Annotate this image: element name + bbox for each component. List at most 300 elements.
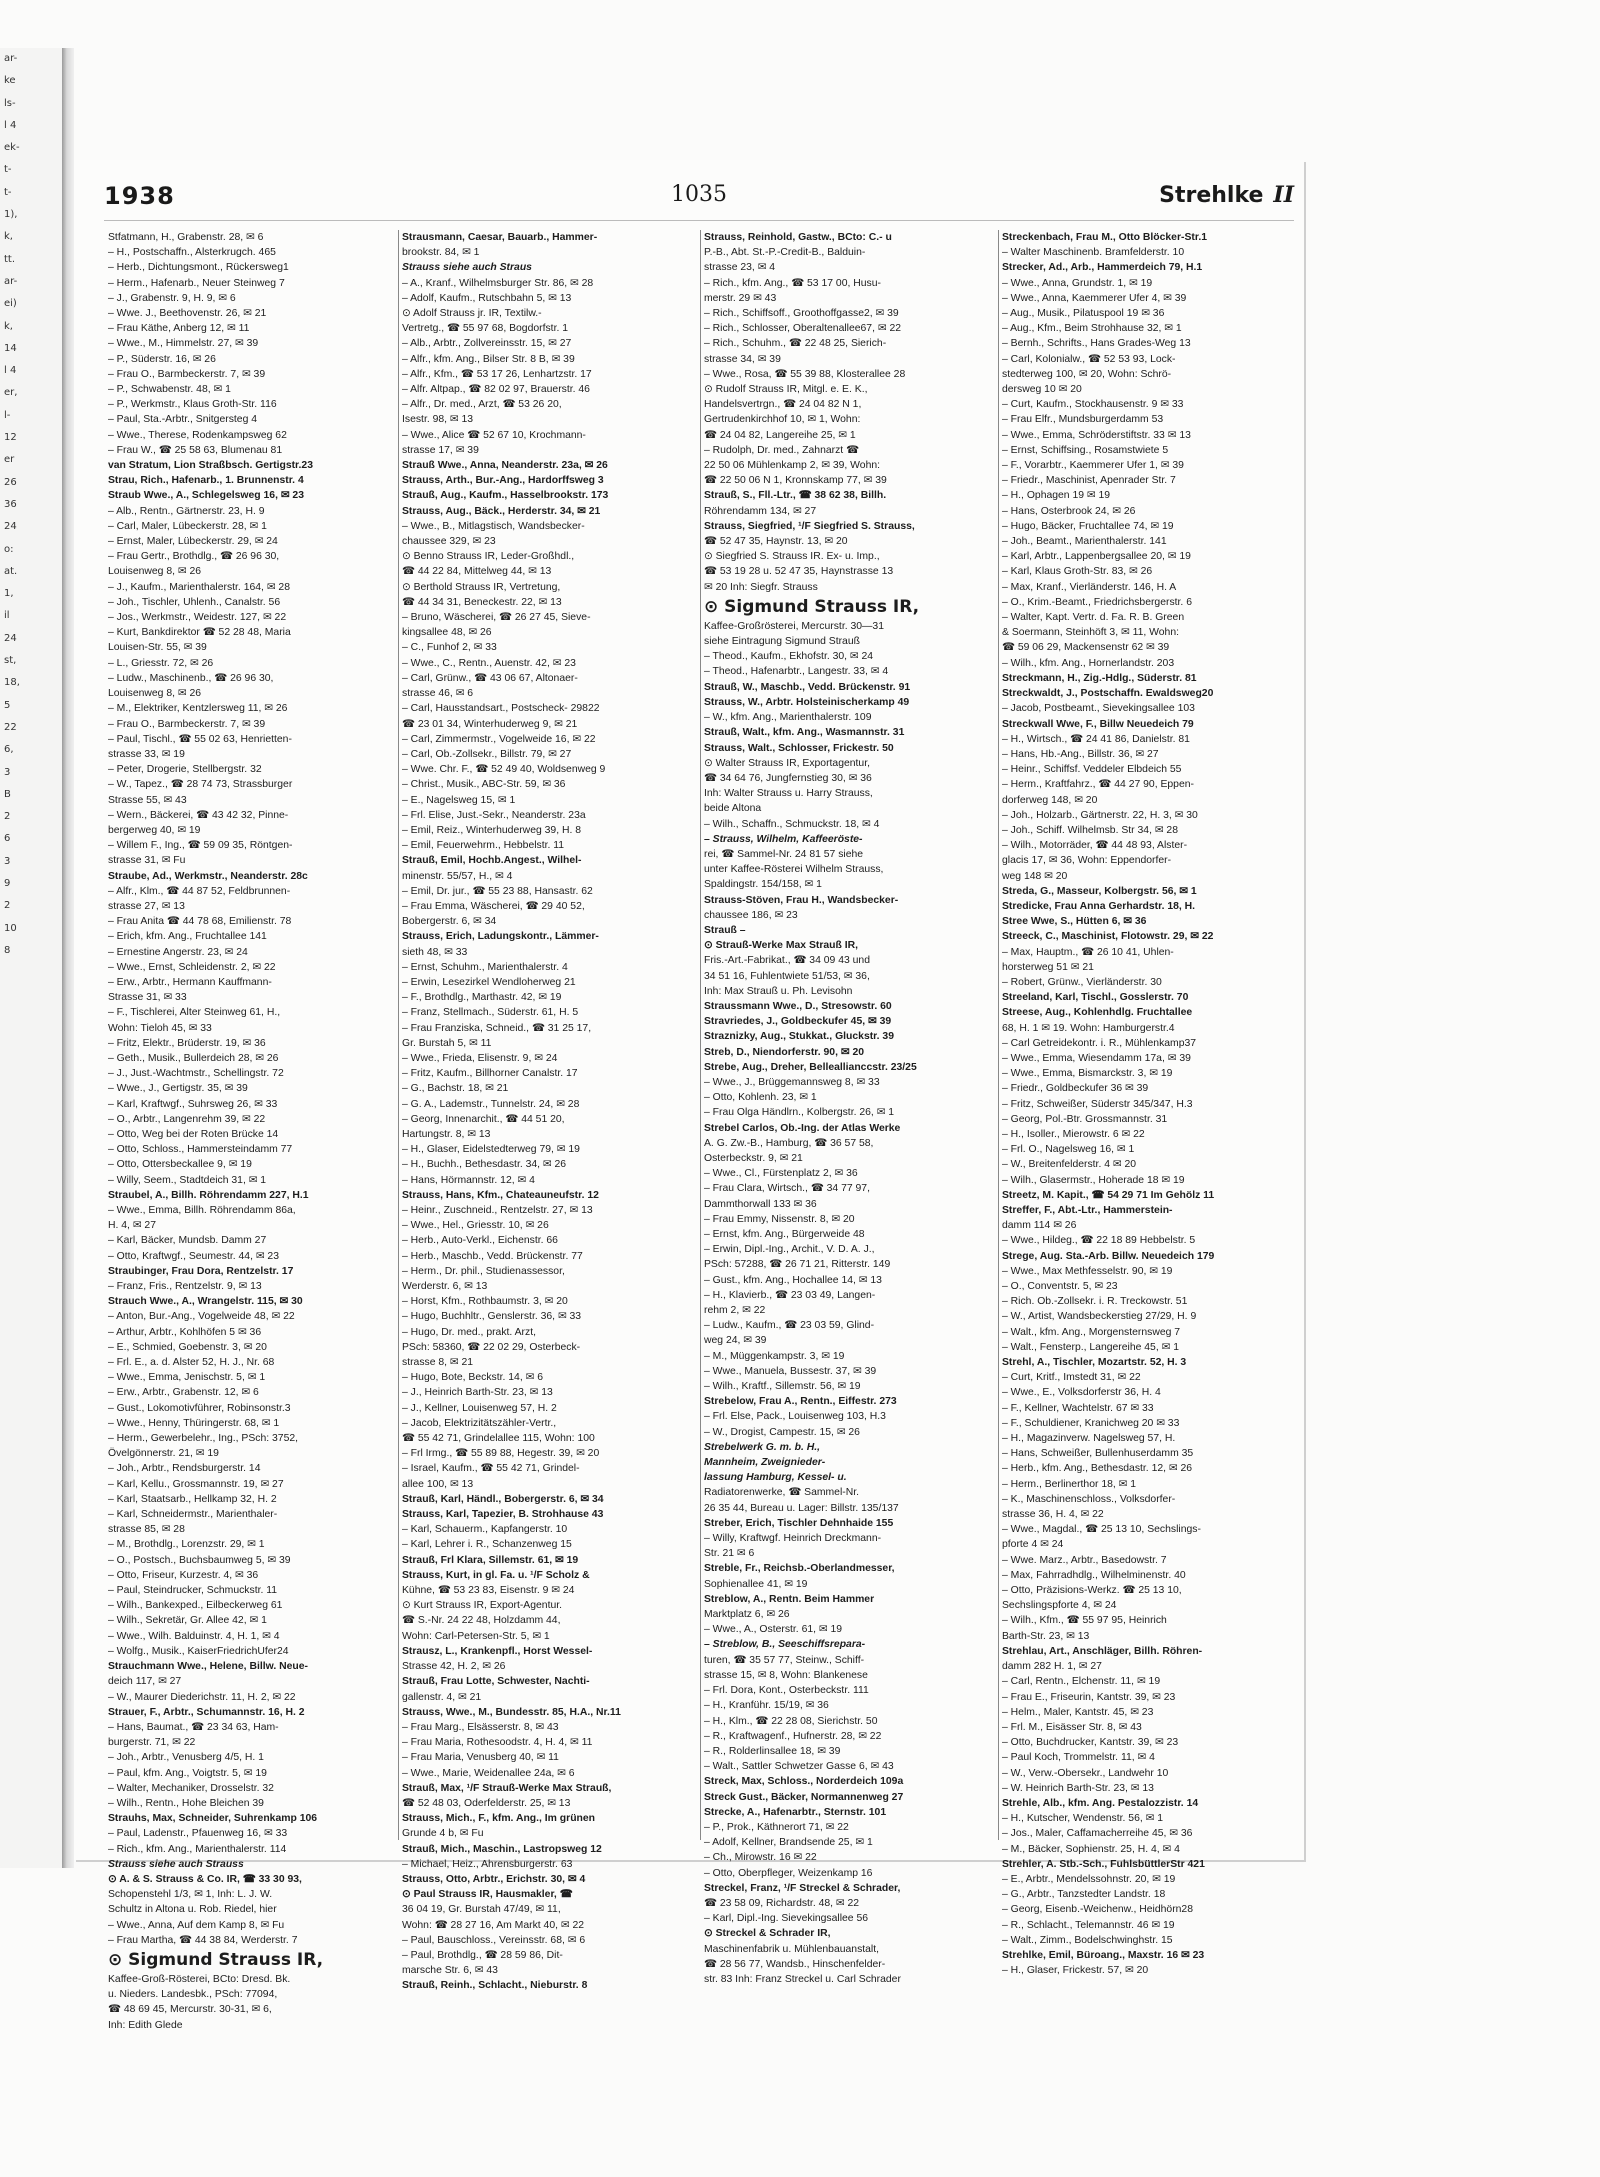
directory-entry: – Wolfg., Musik., KaiserFriedrichUfer24 bbox=[108, 1645, 289, 1657]
directory-entry: – Rich., Schiffsoff., Groothoffgasse2, ✉ 39 bbox=[704, 308, 899, 320]
directory-entry: – Rich., Schlosser, Oberaltenallee67, ✉ 22 bbox=[704, 323, 902, 335]
page-header bbox=[104, 180, 1294, 221]
directory-entry: – Wwe., C., Rentn., Auenstr. 42, ✉ 23 bbox=[402, 657, 576, 669]
directory-entry: – Frau O., Barmbeckerstr. 7, ✉ 39 bbox=[108, 718, 266, 730]
directory-entry: – Wilh., Kfm., ☎ 55 97 95, Heinrich bbox=[1002, 1615, 1167, 1627]
directory-entry: – Alfr. Altpap., ☎ 82 02 97, Brauerstr. 46 bbox=[402, 384, 590, 396]
directory-entry: ☎ 52 48 03, Oderfelderstr. 25, ✉ 13 bbox=[402, 1797, 571, 1809]
directory-entry: Strehle, Alb., kfm. Ang. Pestalozzistr. 14 bbox=[1002, 1797, 1199, 1809]
directory-entry: – Ernestine Angerstr. 23, ✉ 24 bbox=[108, 946, 248, 958]
margin-fragment: st, bbox=[4, 655, 17, 667]
directory-entry: Inh: Edith Glede bbox=[108, 2019, 183, 2031]
directory-entry: Streck Gust., Bäcker, Normannenweg 27 bbox=[704, 1791, 904, 1803]
directory-entry: Strauß, Reinh., Schlacht., Nieburstr. 8 bbox=[402, 1980, 588, 1992]
directory-entry: – J., Just.-Wachtmstr., Schellingstr. 72 bbox=[108, 1068, 284, 1080]
margin-fragment: 24 bbox=[4, 632, 17, 644]
directory-entry: – Alb., Rentn., Gärtnerstr. 23, H. 9 bbox=[108, 505, 265, 517]
directory-entry: – Wern., Bäckerei, ☎ 43 42 32, Pinne- bbox=[108, 809, 289, 821]
directory-entry: – O., Arbtr., Langenrehm 39, ✉ 22 bbox=[108, 1113, 266, 1125]
directory-entry: – Wwe., Rosa, ☎ 55 39 88, Klosterallee 28 bbox=[704, 368, 906, 380]
directory-entry: – Wwe., Ernst, Schleidenstr. 2, ✉ 22 bbox=[108, 961, 276, 973]
margin-fragment: 6 bbox=[4, 833, 11, 845]
directory-entry: ⊙ A. & S. Strauss & Co. IR, ☎ 33 30 93, bbox=[108, 1873, 302, 1885]
directory-entry: Strauss, Aug., Bäck., Herderstr. 34, ✉ 21 bbox=[402, 505, 601, 517]
directory-entry: ⊙ Siegfried S. Strauss IR. Ex- u. Imp., bbox=[704, 551, 880, 563]
directory-entry: – Georg, Eisenb.-Weichenw., Heidhörn28 bbox=[1002, 1904, 1193, 1916]
directory-entry: – Israel, Kaufm., ☎ 55 42 71, Grindel- bbox=[402, 1463, 580, 1475]
directory-entry: – Adolf, Kellner, Brandsende 25, ✉ 1 bbox=[704, 1837, 873, 1849]
directory-entry: – Frl. M., Eisässer Str. 8, ✉ 43 bbox=[1002, 1721, 1142, 1733]
directory-entry: – W., Verw.-Obersekr., Landwehr 10 bbox=[1002, 1767, 1169, 1779]
margin-fragment: ei) bbox=[4, 298, 17, 310]
directory-entry: – Walter Maschinenb. Bramfelderstr. 10 bbox=[1002, 247, 1185, 259]
directory-entry: – P., Prok., Käthnerort 71, ✉ 22 bbox=[704, 1821, 849, 1833]
directory-entry: ⊙ Kurt Strauss IR, Export-Agentur. bbox=[402, 1600, 563, 1612]
margin-fragment: er, bbox=[4, 387, 18, 399]
directory-entry: – Geth., Musik., Bullerdeich 28, ✉ 26 bbox=[108, 1052, 279, 1064]
directory-entry: – Wwe., Anna, Auf dem Kamp 8, ✉ Fu bbox=[108, 1919, 285, 1931]
directory-entry: – H., Magazinverw. Nagelsweg 57, H. bbox=[1002, 1433, 1176, 1445]
directory-entry: – Frl. O., Nagelsweg 16, ✉ 1 bbox=[1002, 1144, 1135, 1156]
directory-entry: – Herm., Gewerbelehr., Ing., PSch: 3752, bbox=[108, 1433, 299, 1445]
directory-entry: 26 35 44, Bureau u. Lager: Billstr. 135/137 bbox=[704, 1502, 899, 1514]
directory-entry: – Carl, Maler, Lübeckerstr. 28, ✉ 1 bbox=[108, 520, 267, 532]
directory-entry: Strauss, Hans, Kfm., Chateauneufstr. 12 bbox=[402, 1189, 599, 1201]
directory-entry: Wohn: Tieloh 45, ✉ 33 bbox=[108, 1022, 212, 1034]
directory-entry: – F., Schuldiener, Kranichweg 20 ✉ 33 bbox=[1002, 1417, 1180, 1429]
directory-entry: – Curt, Kaufm., Stockhausenstr. 9 ✉ 33 bbox=[1002, 399, 1184, 411]
directory-entry: – Karl, Kraftwgf., Suhrsweg 26, ✉ 33 bbox=[108, 1098, 278, 1110]
directory-entry: – H., Klavierb., ☎ 23 03 49, Langen- bbox=[704, 1289, 876, 1301]
directory-entry: – J., Grabenstr. 9, H. 9, ✉ 6 bbox=[108, 292, 236, 304]
directory-entry: – Herb., Auto-Verkl., Eichenstr. 66 bbox=[402, 1235, 558, 1247]
directory-entry: Streeland, Karl, Tischl., Gosslerstr. 70 bbox=[1002, 992, 1189, 1004]
directory-entry: Strau, Rich., Hafenarb., 1. Brunnenstr. 4 bbox=[108, 475, 304, 487]
margin-fragment: 12 bbox=[4, 432, 17, 444]
directory-entry: Stravriedes, J., Goldbeckufer 45, ✉ 39 bbox=[704, 1016, 892, 1028]
directory-entry: – W., Breitenfelderstr. 4 ✉ 20 bbox=[1002, 1159, 1137, 1171]
directory-entry: Strauß, Frau Lotte, Schwester, Nachti- bbox=[402, 1676, 590, 1688]
directory-entry: allee 100, ✉ 13 bbox=[402, 1478, 474, 1490]
directory-entry: – Carl, Grünw., ☎ 43 06 67, Altonaer- bbox=[402, 672, 578, 684]
directory-entry: – Ernst, Schuhm., Marienthalerstr. 4 bbox=[402, 961, 568, 973]
directory-entry: – Walter, Mechaniker, Drosselstr. 32 bbox=[108, 1782, 274, 1794]
directory-entry: Stree Wwe, S., Hütten 6, ✉ 36 bbox=[1002, 916, 1147, 928]
directory-entry: ☎ 52 47 35, Haynstr. 13, ✉ 20 bbox=[704, 536, 848, 548]
directory-entry: – Joh., Tischler, Uhlenh., Canalstr. 56 bbox=[108, 596, 281, 608]
directory-entry: – Wwe., Marie, Weidenallee 24a, ✉ 6 bbox=[402, 1767, 575, 1779]
directory-entry: strasse 17, ✉ 39 bbox=[402, 444, 479, 456]
directory-entry: – Wwe., Emma, Jenischstr. 5, ✉ 1 bbox=[108, 1372, 266, 1384]
directory-entry: – Franz, Fris., Rentzelstr. 9, ✉ 13 bbox=[108, 1281, 262, 1293]
directory-entry: Strauss-Stöven, Frau H., Wandsbecker- bbox=[704, 894, 899, 906]
directory-entry: – Aug., Kfm., Beim Strohhause 32, ✉ 1 bbox=[1002, 323, 1182, 335]
margin-fragment: l- bbox=[4, 409, 11, 421]
directory-entry: Wohn: Carl-Petersen-Str. 5, ✉ 1 bbox=[402, 1630, 550, 1642]
directory-entry: – Wilh., kfm. Ang., Hornerlandstr. 203 bbox=[1002, 657, 1175, 669]
directory-entry: – Karl, Kellu., Grossmannstr. 19, ✉ 27 bbox=[108, 1478, 284, 1490]
directory-entry: Kaffee-Großrösterei, Mercurstr. 30—31 bbox=[704, 620, 884, 632]
directory-entry: ☎ 23 01 34, Winterhuderweg 9, ✉ 21 bbox=[402, 718, 578, 730]
directory-entry: strasse 23, ✉ 4 bbox=[704, 262, 776, 274]
directory-entry: Strauss siehe auch Straus bbox=[402, 262, 532, 274]
directory-entry: – Paul, Tischl., ☎ 55 02 63, Henrietten- bbox=[108, 733, 292, 745]
directory-entry: Straube, Ad., Werkmstr., Neanderstr. 28c bbox=[108, 870, 308, 882]
margin-fragment: 36 bbox=[4, 498, 17, 510]
previous-page-edge bbox=[0, 48, 64, 1868]
directory-entry: chaussee 186, ✉ 23 bbox=[704, 909, 798, 921]
directory-entry: ☎ 53 19 28 u. 52 47 35, Haynstrasse 13 bbox=[704, 566, 894, 578]
directory-entry: – Karl, Bäcker, Mundsb. Damm 27 bbox=[108, 1235, 267, 1247]
margin-fragment: 24 bbox=[4, 521, 17, 533]
directory-entry: – O., Krim.-Beamt., Friedrichsbergerstr. 6 bbox=[1002, 596, 1192, 608]
margin-fragment: 5 bbox=[4, 699, 11, 711]
directory-entry: – Otto, Oberpfleger, Weizenkamp 16 bbox=[704, 1867, 873, 1879]
directory-entry: – Joh., Schiff. Wilhelmsb. Str 34, ✉ 28 bbox=[1002, 824, 1178, 836]
directory-entry: – M., Bäcker, Sophienstr. 25, H. 4, ✉ 4 bbox=[1002, 1843, 1180, 1855]
directory-entry: glacis 17, ✉ 36, Wohn: Eppendorfer- bbox=[1002, 855, 1172, 867]
directory-entry: Strauß, Karl, Händl., Bobergerstr. 6, ✉ 34 bbox=[402, 1493, 604, 1505]
margin-fragment: 2 bbox=[4, 811, 11, 823]
directory-entry: – Wwe., Therese, Rodenkampsweg 62 bbox=[108, 429, 287, 441]
directory-column-2 bbox=[402, 230, 688, 1992]
directory-entry: Inh: Walter Strauss u. Harry Strauss, bbox=[704, 788, 873, 800]
directory-entry: – G., Arbtr., Tanzstedter Landstr. 18 bbox=[1002, 1889, 1166, 1901]
directory-entry: – Frl. E., a. d. Alster 52, H. J., Nr. 68 bbox=[108, 1357, 275, 1369]
directory-entry: Strauss, Erich, Ladungskontr., Lämmer- bbox=[402, 931, 599, 943]
header-page-number: 1035 bbox=[671, 182, 727, 207]
directory-entry: Strauß, Mich., Maschin., Lastropsweg 12 bbox=[402, 1843, 602, 1855]
directory-entry: – Otto, Kraftwgf., Seumestr. 44, ✉ 23 bbox=[108, 1250, 279, 1262]
directory-entry: – Wwe. Marz., Arbtr., Basedowstr. 7 bbox=[1002, 1554, 1167, 1566]
directory-entry: – Wwe., B., Mitlagstisch, Wandsbecker- bbox=[402, 520, 585, 532]
directory-column-3 bbox=[704, 230, 990, 1985]
directory-entry: – Herm., Berlinerthor 18, ✉ 1 bbox=[1002, 1478, 1137, 1490]
directory-entry: – L., Griesstr. 72, ✉ 26 bbox=[108, 657, 214, 669]
directory-entry: – J., Kaufm., Marienthalerstr. 164, ✉ 28 bbox=[108, 581, 290, 593]
directory-entry: – Hans, Schweißer, Bullenhuserdamm 35 bbox=[1002, 1448, 1194, 1460]
directory-entry: ⊙ Streckel & Schrader IR, bbox=[704, 1928, 831, 1940]
directory-entry: rei, ☎ Sammel-Nr. 24 81 57 siehe bbox=[704, 848, 864, 860]
directory-entry: – Theod., Hafenarbtr., Langestr. 33, ✉ 4 bbox=[704, 666, 889, 678]
directory-entry: – Frau Emmy, Nissenstr. 8, ✉ 20 bbox=[704, 1213, 855, 1225]
directory-entry: – Alb., Arbtr., Zollvereinsstr. 15, ✉ 27 bbox=[402, 338, 572, 350]
directory-entry: strasse 33, ✉ 19 bbox=[108, 748, 185, 760]
directory-entry: Spaldingstr. 154/158, ✉ 1 bbox=[704, 879, 822, 891]
margin-fragment: o: bbox=[4, 543, 14, 555]
directory-entry: – Karl, Staatsarb., Hellkamp 32, H. 2 bbox=[108, 1493, 277, 1505]
directory-entry: Sechslingspforte 4, ✉ 24 bbox=[1002, 1600, 1117, 1612]
directory-entry: – Hans, Hb.-Ang., Billstr. 36, ✉ 27 bbox=[1002, 748, 1159, 760]
directory-entry: damm 114 ✉ 26 bbox=[1002, 1220, 1077, 1232]
directory-entry: – F., Kellner, Wachtelstr. 67 ✉ 33 bbox=[1002, 1402, 1154, 1414]
directory-entry: – Karl, Arbtr., Lappenbergsallee 20, ✉ 19 bbox=[1002, 551, 1191, 563]
margin-fragment: er bbox=[4, 454, 15, 466]
directory-entry: – Wwe. J., Beethovenstr. 26, ✉ 21 bbox=[108, 308, 267, 320]
directory-entry: – Frau E., Friseurin, Kantstr. 39, ✉ 23 bbox=[1002, 1691, 1176, 1703]
directory-entry: – C., Funhof 2, ✉ 33 bbox=[402, 642, 497, 654]
directory-entry: – W., Tapez., ☎ 28 74 73, Strassburger bbox=[108, 779, 293, 791]
directory-entry: – Hans, Hörmannstr. 12, ✉ 4 bbox=[402, 1174, 535, 1186]
directory-entry: Straubinger, Frau Dora, Rentzelstr. 17 bbox=[108, 1265, 294, 1277]
directory-entry: – Walt., kfm. Ang., Morgensternsweg 7 bbox=[1002, 1326, 1181, 1338]
directory-entry: – Ludw., Maschinenb., ☎ 26 96 30, bbox=[108, 672, 274, 684]
directory-entry: – J., Heinrich Barth-Str. 23, ✉ 13 bbox=[402, 1387, 553, 1399]
directory-entry: – Fritz, Schweißer, Süderstr 345/347, H.3 bbox=[1002, 1098, 1193, 1110]
directory-entry: – Hans, Baumat., ☎ 23 34 63, Ham- bbox=[108, 1721, 279, 1733]
directory-entry: Streber, Erich, Tischler Dehnhaide 155 bbox=[704, 1517, 894, 1529]
directory-entry: – Frau Marg., Elsässerstr. 8, ✉ 43 bbox=[402, 1721, 559, 1733]
margin-fragment: 3 bbox=[4, 855, 11, 867]
directory-entry: ⊙ Sigmund Strauss IR, bbox=[704, 596, 920, 617]
directory-entry: Inh: Max Strauß u. Ph. Levisohn bbox=[704, 985, 853, 997]
directory-entry: Grunde 4 b, ✉ Fu bbox=[402, 1828, 484, 1840]
directory-entry: Strauss, Karl, Tapezier, B. Strohhause 43 bbox=[402, 1509, 604, 1521]
directory-entry: Strauß – bbox=[704, 924, 746, 936]
directory-entry: Schopenstehl 1/3, ✉ 1, Inh: L. J. W. bbox=[108, 1889, 273, 1901]
directory-entry: weg 24, ✉ 39 bbox=[704, 1335, 767, 1347]
directory-entry: Strebelow, Frau A., Rentn., Eiffestr. 273 bbox=[704, 1396, 897, 1408]
directory-entry: – Alfr., kfm. Ang., Bilser Str. 8 B, ✉ 39 bbox=[402, 353, 575, 365]
directory-entry: Streeck, C., Maschinist, Flotowstr. 29, ✉ 22 bbox=[1002, 931, 1214, 943]
directory-entry: Strauss, Kurt, in gl. Fa. u. ¹/F Scholz & bbox=[402, 1569, 590, 1581]
directory-entry: – Wwe., Anna, Grundstr. 1, ✉ 19 bbox=[1002, 277, 1153, 289]
column-rule bbox=[700, 230, 701, 1840]
directory-entry: – Heinr., Schiffsf. Veddeler Elbdeich 55 bbox=[1002, 764, 1182, 776]
directory-entry: – Carl, Kolonialw., ☎ 52 53 93, Lock- bbox=[1002, 353, 1176, 365]
directory-entry: Röhrendamm 134, ✉ 27 bbox=[704, 505, 817, 517]
directory-entry: – Anton, Bur.-Ang., Vogelweide 48, ✉ 22 bbox=[108, 1311, 295, 1323]
directory-entry: – Friedr., Goldbeckufer 36 ✉ 39 bbox=[1002, 1083, 1149, 1095]
directory-entry: Mannheim, Zweignieder- bbox=[704, 1457, 826, 1469]
directory-entry: van Stratum, Lion Straßbsch. Gertigstr.23 bbox=[108, 460, 313, 472]
directory-entry: – R., Rolderlinsallee 18, ✉ 39 bbox=[704, 1745, 841, 1757]
directory-entry: – Bruno, Wäscherei, ☎ 26 27 45, Sieve- bbox=[402, 612, 591, 624]
margin-fragment: t- bbox=[4, 186, 12, 198]
directory-entry: – Erwin, Dipl.-Ing., Archit., V. D. A. J., bbox=[704, 1244, 875, 1256]
directory-entry: marsche Str. 6, ✉ 43 bbox=[402, 1965, 498, 1977]
directory-entry: – H., Postschaffn., Alsterkrugch. 465 bbox=[108, 247, 276, 259]
directory-entry: – Frau Anita ☎ 44 78 68, Emilienstr. 78 bbox=[108, 916, 292, 928]
directory-entry: Strecke, A., Hafenarbtr., Sternstr. 101 bbox=[704, 1806, 887, 1818]
directory-entry: – Wwe., Alice ☎ 52 67 10, Krochmann- bbox=[402, 429, 586, 441]
directory-entry: – Jos., Maler, Caffamacherreihe 45, ✉ 36 bbox=[1002, 1828, 1193, 1840]
directory-entry: weg 148 ✉ 20 bbox=[1002, 870, 1068, 882]
directory-entry: – Hans, Osterbrook 24, ✉ 26 bbox=[1002, 505, 1136, 517]
directory-column-1 bbox=[108, 230, 394, 2031]
directory-entry: – Wwe., Henny, Thüringerstr. 68, ✉ 1 bbox=[108, 1417, 280, 1429]
directory-entry: – Kurt, Bankdirektor ☎ 52 28 48, Maria bbox=[108, 627, 291, 639]
directory-entry: – Wwe., Magdal., ☎ 25 13 10, Sechslings- bbox=[1002, 1524, 1201, 1536]
directory-entry: ⊙ Paul Strauss IR, Hausmakler, ☎ bbox=[402, 1889, 573, 1901]
directory-entry: ⊙ Sigmund Strauss IR, bbox=[108, 1949, 324, 1970]
directory-entry: Hartungstr. 8, ✉ 13 bbox=[402, 1128, 491, 1140]
directory-entry: Strauß, Emil, Hochb.Angest., Wilhel- bbox=[402, 855, 582, 867]
directory-entry: – Frau Martha, ☎ 44 38 84, Werderstr. 7 bbox=[108, 1934, 298, 1946]
margin-fragment: 9 bbox=[4, 877, 11, 889]
directory-entry: – P., Werkmstr., Klaus Groth-Str. 116 bbox=[108, 399, 277, 411]
directory-entry: – Wwe., Hel., Griesstr. 10, ✉ 26 bbox=[402, 1220, 549, 1232]
directory-entry: – Strauss, Wilhelm, Kaffeeröste- bbox=[704, 833, 863, 845]
directory-entry: Strehl, A., Tischler, Mozartstr. 52, H. 3 bbox=[1002, 1357, 1187, 1369]
directory-entry: Isestr. 98, ✉ 13 bbox=[402, 414, 474, 426]
directory-entry: Straussmann Wwe., D., Stresowstr. 60 bbox=[704, 1000, 892, 1012]
directory-entry: chaussee 329, ✉ 23 bbox=[402, 536, 496, 548]
directory-entry: Handelsvertrgn., ☎ 24 04 82 N 1, bbox=[704, 399, 862, 411]
directory-entry: – Wwe., Emma, Schröderstiftstr. 33 ✉ 13 bbox=[1002, 429, 1191, 441]
margin-fragment: t- bbox=[4, 164, 12, 176]
directory-column-4 bbox=[1002, 230, 1288, 1977]
margin-fragment: 3 bbox=[4, 766, 11, 778]
directory-entry: – Herb., Maschb., Vedd. Brückenstr. 77 bbox=[402, 1250, 583, 1262]
directory-entry: – Jos., Werkmstr., Weidestr. 127, ✉ 22 bbox=[108, 612, 287, 624]
directory-entry: – Frl. Dora, Kont., Osterbeckstr. 111 bbox=[704, 1685, 869, 1697]
directory-entry: brookstr. 84, ✉ 1 bbox=[402, 247, 480, 259]
margin-fragment: at. bbox=[4, 565, 18, 577]
directory-entry: Bobergerstr. 6, ✉ 34 bbox=[402, 916, 497, 928]
margin-fragment: B bbox=[4, 788, 11, 800]
directory-entry: – Otto, Kohlenh. 23, ✉ 1 bbox=[704, 1092, 817, 1104]
directory-entry: – Willy, Seem., Stadtdeich 31, ✉ 1 bbox=[108, 1174, 267, 1186]
directory-entry: – Emil, Reiz., Winterhuderweg 39, H. 8 bbox=[402, 824, 582, 836]
directory-entry: – J., Kellner, Louisenweg 57, H. 2 bbox=[402, 1402, 557, 1414]
directory-entry: ⊙ Adolf Strauss jr. IR, Textilw.- bbox=[402, 308, 542, 320]
directory-entry: – Paul Koch, Trommelstr. 11, ✉ 4 bbox=[1002, 1752, 1155, 1764]
directory-entry: Strauchmann Wwe., Helene, Billw. Neue- bbox=[108, 1661, 308, 1673]
directory-entry: – Wilh., Sekretär, Gr. Allee 42, ✉ 1 bbox=[108, 1615, 267, 1627]
running-head-section: II bbox=[1273, 182, 1294, 208]
directory-entry: – E., Schmied, Goebenstr. 3, ✉ 20 bbox=[108, 1341, 267, 1353]
directory-entry: – Friedr., Maschinist, Apenrader Str. 7 bbox=[1002, 475, 1176, 487]
directory-entry: Strebel Carlos, Ob.-Ing. der Atlas Werke bbox=[704, 1122, 901, 1134]
directory-entry: Strasse 31, ✉ 33 bbox=[108, 992, 187, 1004]
directory-entry: bergerweg 40, ✉ 19 bbox=[108, 824, 201, 836]
directory-entry: – Max, Hauptm., ☎ 26 10 41, Uhlen- bbox=[1002, 946, 1174, 958]
directory-entry: – Erwin, Lesezirkel Wendloherweg 21 bbox=[402, 976, 576, 988]
directory-entry: Strauß, Walt., kfm. Ang., Wasmannstr. 31 bbox=[704, 727, 905, 739]
directory-entry: – Erw., Arbtr., Hermann Kauffmann- bbox=[108, 976, 272, 988]
directory-entry: – Paul, Brothdlg., ☎ 28 59 86, Dit- bbox=[402, 1949, 563, 1961]
directory-entry: Streck, Max, Schloss., Norderdeich 109a bbox=[704, 1776, 904, 1788]
directory-entry: – Paul, Sta.-Arbtr., Snitgersteg 4 bbox=[108, 414, 258, 426]
directory-entry: – Wilh., Schaffn., Schmuckstr. 18, ✉ 4 bbox=[704, 818, 880, 830]
directory-entry: str. 83 Inh: Franz Streckel u. Carl Schrader bbox=[704, 1973, 901, 1985]
directory-entry: ☎ 48 69 45, Mercurstr. 30-31, ✉ 6, bbox=[108, 2004, 272, 2016]
directory-entry: – Peter, Drogerie, Stellbergstr. 32 bbox=[108, 764, 262, 776]
directory-entry: Strehlke, Emil, Büroang., Maxstr. 16 ✉ 23 bbox=[1002, 1949, 1205, 1961]
directory-entry: – G. A., Lademstr., Tunnelstr. 24, ✉ 28 bbox=[402, 1098, 580, 1110]
directory-entry: – Otto, Weg bei der Roten Brücke 14 bbox=[108, 1128, 279, 1140]
directory-entry: – Heinr., Zuschneid., Rentzelstr. 27, ✉ 13 bbox=[402, 1205, 593, 1216]
directory-entry: Strauß, Aug., Kaufm., Hasselbrookstr. 173 bbox=[402, 490, 609, 502]
directory-entry: Streble, Fr., Reichsb.-Oberlandmesser, bbox=[704, 1563, 895, 1575]
directory-entry: – Wilh., Bankexped., Eilbeckerweg 61 bbox=[108, 1600, 283, 1612]
directory-entry: Kaffee-Groß-Rösterei, BCto: Dresd. Bk. bbox=[108, 1973, 291, 1985]
directory-entry: beide Altona bbox=[704, 803, 762, 815]
directory-entry: – F., Vorarbtr., Kaemmerer Ufer 1, ✉ 39 bbox=[1002, 460, 1184, 472]
directory-entry: Strauss, Siegfried, ¹/F Siegfried S. Strauss, bbox=[704, 520, 915, 532]
directory-entry: kingsallee 48, ✉ 26 bbox=[402, 627, 492, 639]
directory-entry: Sophienallee 41, ✉ 19 bbox=[704, 1578, 808, 1590]
directory-entry: – Wwe. Chr. F., ☎ 52 49 40, Woldsenweg 9 bbox=[402, 764, 606, 776]
directory-entry: Straubel, A., Billh. Röhrendamm 227, H.1 bbox=[108, 1189, 309, 1201]
directory-entry: Louisen-Str. 55, ✉ 39 bbox=[108, 642, 207, 654]
directory-entry: – Wilh., Rentn., Hohe Bleichen 39 bbox=[108, 1797, 264, 1809]
directory-entry: – Walt., Zimm., Bodelschwinghstr. 15 bbox=[1002, 1934, 1173, 1946]
directory-entry: – Franz, Stellmach., Süderstr. 61, H. 5 bbox=[402, 1007, 579, 1019]
directory-entry: ⊙ Walter Strauss IR, Exportagentur, bbox=[704, 757, 870, 769]
directory-entry: – Ernst, Maler, Lübeckerstr. 29, ✉ 24 bbox=[108, 536, 278, 548]
directory-entry: Straub Wwe., A., Schlegelsweg 16, ✉ 23 bbox=[108, 490, 304, 502]
directory-entry: – Karl, Dipl.-Ing. Sievekingsallee 56 bbox=[704, 1913, 869, 1925]
margin-fragment: l 4 bbox=[4, 365, 17, 377]
directory-entry: Streda, G., Masseur, Kolbergstr. 56, ✉ 1 bbox=[1002, 885, 1197, 897]
directory-entry: – Karl, Schneidermstr., Marienthaler- bbox=[108, 1509, 278, 1521]
directory-entry: – Jacob, Elektrizitätszähler-Vertr., bbox=[402, 1417, 557, 1429]
directory-entry: Streckmann, H., Zig.-Hdlg., Süderstr. 81 bbox=[1002, 672, 1197, 684]
directory-entry: Streblow, A., Rentn. Beim Hammer bbox=[704, 1593, 875, 1605]
header-running-head bbox=[1159, 182, 1294, 208]
directory-entry: – Paul, Steindrucker, Schmuckstr. 11 bbox=[108, 1585, 278, 1597]
directory-entry: Strauhs, Max, Schneider, Suhrenkamp 106 bbox=[108, 1813, 318, 1825]
directory-entry: burgerstr. 71, ✉ 22 bbox=[108, 1737, 196, 1749]
directory-entry: Strauss siehe auch Strauss bbox=[108, 1858, 244, 1870]
directory-entry: Strauss, Arth., Bur.-Ang., Hardorffsweg 3 bbox=[402, 475, 604, 487]
directory-entry: – Frau Maria, Venusberg 40, ✉ 11 bbox=[402, 1752, 559, 1764]
margin-fragment: k, bbox=[4, 231, 13, 243]
directory-entry: – Streblow, B., Seeschiffsrepara- bbox=[704, 1639, 866, 1651]
directory-entry: – E., Arbtr., Mendelssohnstr. 20, ✉ 19 bbox=[1002, 1873, 1176, 1885]
directory-entry: – O., Conventstr. 5, ✉ 23 bbox=[1002, 1281, 1118, 1293]
directory-entry: – Wwe., M., Himmelstr. 27, ✉ 39 bbox=[108, 338, 259, 350]
directory-entry: – Rich., Schuhm., ☎ 22 48 25, Sierich- bbox=[704, 338, 887, 350]
directory-entry: – Wwe., Emma, Bismarckstr. 3, ✉ 19 bbox=[1002, 1068, 1173, 1080]
directory-entry: – H., Buchh., Bethesdastr. 34, ✉ 26 bbox=[402, 1159, 567, 1171]
directory-entry: – Carl, Hausstandsart., Postscheck- 29822 bbox=[402, 703, 600, 715]
directory-entry: – Rich., kfm. Ang., Marienthalerstr. 114 bbox=[108, 1843, 287, 1855]
directory-entry: – Willem F., Ing., ☎ 59 09 35, Röntgen- bbox=[108, 840, 293, 852]
directory-entry: – Wwe., Cl., Fürstenplatz 2, ✉ 36 bbox=[704, 1168, 858, 1180]
directory-entry: – Frau W., ☎ 25 58 63, Blumenau 81 bbox=[108, 444, 283, 456]
margin-fragment: 22 bbox=[4, 721, 17, 733]
directory-entry: PSch: 58360, ☎ 22 02 29, Osterbeck- bbox=[402, 1341, 581, 1353]
directory-entry: – Herb., Dichtungsmont., Rückersweg1 bbox=[108, 262, 289, 274]
directory-entry: Strauss, Reinhold, Gastw., BCto: C.- u bbox=[704, 232, 892, 243]
directory-entry: Strege, Aug. Sta.-Arb. Billw. Neuedeich 179 bbox=[1002, 1250, 1215, 1262]
directory-entry: – Jacob, Postbeamt., Sievekingsallee 103 bbox=[1002, 703, 1195, 715]
directory-entry: H. 4, ✉ 27 bbox=[108, 1220, 156, 1232]
directory-entry: Streckwaldt, J., Postschaffn. Ewaldsweg20 bbox=[1002, 688, 1214, 700]
directory-entry: – Wwe., Max Methfesselstr. 90, ✉ 19 bbox=[1002, 1265, 1173, 1277]
directory-entry: – Max, Kranf., Vierländerstr. 146, H. A bbox=[1002, 581, 1177, 593]
directory-entry: ☎ 24 04 82, Langereihe 25, ✉ 1 bbox=[704, 429, 856, 441]
directory-entry: Maschinenfabrik u. Mühlenbauanstalt, bbox=[704, 1943, 880, 1955]
directory-entry: – Frau Emma, Wäscherei, ☎ 29 40 52, bbox=[402, 900, 585, 912]
directory-entry: & Soermann, Steinhöft 3, ✉ 11, Wohn: bbox=[1002, 627, 1179, 639]
directory-entry: siehe Eintragung Sigmund Strauß bbox=[704, 636, 860, 648]
directory-entry: – Rudolph, Dr. med., Zahnarzt ☎ bbox=[704, 444, 860, 456]
margin-fragment: ar- bbox=[4, 275, 18, 287]
directory-entry: – Herm., Kraftfahrz., ☎ 44 27 90, Eppen- bbox=[1002, 779, 1194, 791]
margin-fragment: 10 bbox=[4, 922, 17, 934]
directory-entry: Strecker, Ad., Arb., Hammerdeich 79, H.1 bbox=[1002, 262, 1203, 274]
directory-entry: – Adolf, Kaufm., Rutschbahn 5, ✉ 13 bbox=[402, 292, 572, 304]
directory-entry: Streckel, Franz, ¹/F Streckel & Schrader, bbox=[704, 1882, 901, 1894]
directory-entry: – Ernst, Schiffsing., Rosamstwiete 5 bbox=[1002, 444, 1169, 456]
directory-entry: – Bernh., Schrifts., Hans Grades-Weg 13 bbox=[1002, 338, 1191, 350]
directory-entry: – Alfr., Klm., ☎ 44 87 52, Feldbrunnen- bbox=[108, 885, 291, 897]
directory-entry: damm 282 H. 1, ✉ 27 bbox=[1002, 1661, 1102, 1673]
